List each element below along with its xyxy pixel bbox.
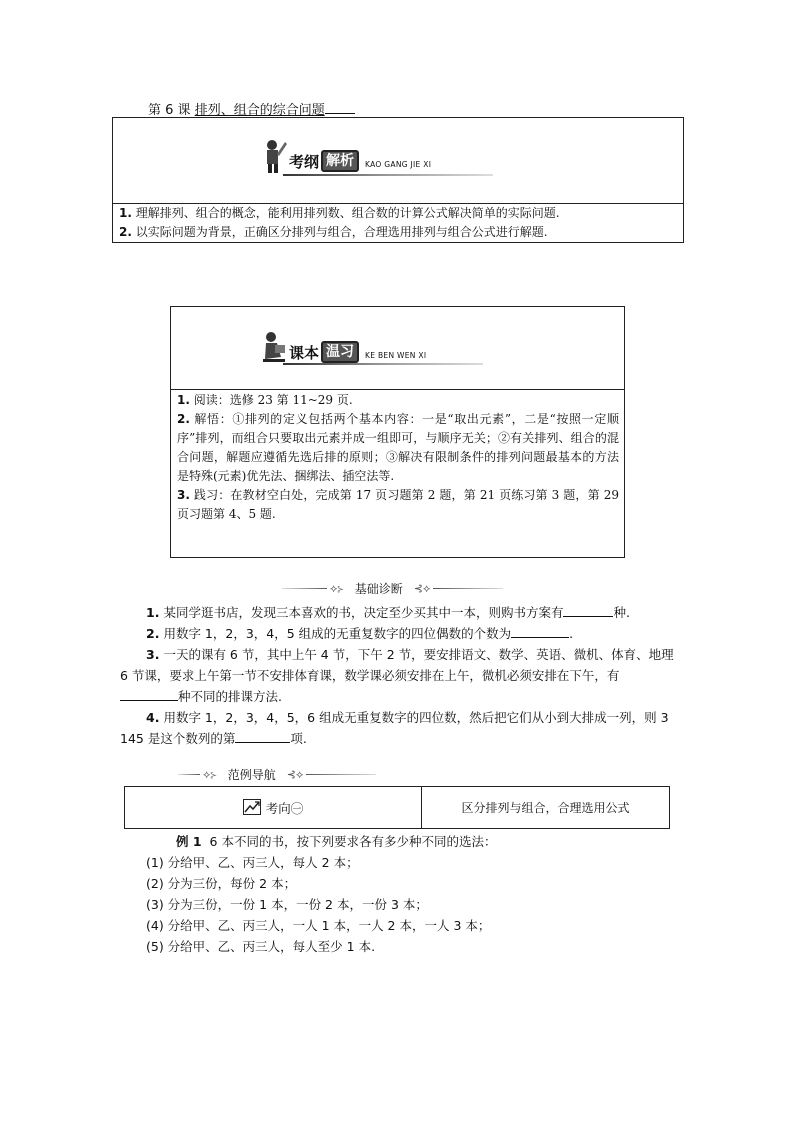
scroll-ornament-icon: ⟡⊱ — [330, 581, 344, 595]
answer-blank[interactable] — [235, 728, 290, 743]
example-stem — [146, 831, 676, 852]
example-label: 例 1 — [176, 834, 202, 849]
basic-section-header — [282, 580, 503, 597]
example-text: 6 本不同的书，按下列要求各有多少种不同的选法： — [209, 834, 497, 849]
basic-section-title: 基础诊断 — [354, 582, 403, 596]
example-part: (1) 分给甲、乙、丙三人，每人 2 本； — [146, 855, 359, 870]
review-list — [177, 391, 619, 524]
focus-text: 区分排列与组合，合理选用公式 — [422, 787, 670, 829]
syllabus-item: 1. 理解排列、组合的概念，能利用排列数、组合数的计算公式解决简单的实际问题. — [119, 206, 560, 220]
question-item: 4. 用数字 1，2，3，4，5，6 组成无重复数字的四位数，然后把它们从小到大排成一列，则 3 145 是这个数列的第 项. — [120, 710, 669, 746]
answer-blank[interactable] — [120, 686, 178, 701]
focus-label-tail: ㊀ — [290, 801, 304, 816]
banner-underline — [283, 363, 483, 365]
question-item: 2. 用数字 1，2，3，4，5 组成的无重复数字的四位偶数的个数为 . — [120, 623, 676, 644]
lesson-number: 第 6 课 — [148, 103, 191, 118]
lesson-topic: 排列、组合的综合问题 — [194, 103, 325, 118]
answer-blank[interactable] — [563, 602, 613, 617]
syllabus-item: 2. 以实际问题为背景，正确区分排列与组合，合理选用排列与组合公式进行解题. — [119, 225, 548, 239]
syllabus-list — [119, 204, 679, 242]
review-banner-label: 课本 — [289, 344, 320, 362]
review-banner — [263, 329, 426, 363]
answer-blank[interactable] — [511, 623, 569, 638]
example-part: (5) 分给甲、乙、丙三人，每人至少 1 本. — [146, 939, 376, 954]
example-part: (3) 分为三份，一份 1 本，一份 2 本，一份 3 本； — [146, 897, 428, 912]
review-item: 1. 阅读：选修 23 第 11~29 页. — [177, 393, 353, 407]
scroll-ornament-icon: ⟡⊱ — [203, 767, 217, 781]
syllabus-banner-pinyin: KAO GANG JIE XI — [365, 160, 432, 169]
basic-questions — [120, 602, 676, 749]
question-item: 3. 一天的课有 6 节，其中上午 4 节，下午 2 节，要安排语文、数学、英语、微机、体育、地理 6 节课，要求上午第一节不安排体育课，数学课必须安排在上午，微机必须安排在下午，有种不同的排课方法. — [120, 647, 674, 704]
syllabus-banner-highlight: 解析 — [321, 150, 359, 172]
focus-label: 考向 — [265, 801, 291, 816]
trend-chart-icon — [243, 798, 266, 817]
scroll-ornament-icon: ⊰⟡ — [413, 581, 431, 595]
example-part: (4) 分给甲、乙、丙三人，一人 1 本，一人 2 本，一人 3 本； — [146, 918, 491, 933]
review-box — [170, 306, 625, 558]
review-banner-pinyin: KE BEN WEN XI — [365, 351, 427, 360]
example-part: (2) 分为三份，每份 2 本； — [146, 876, 297, 891]
syllabus-banner-label: 考纲 — [289, 153, 320, 171]
review-item: 2. 解悟：①排列的定义包括两个基本内容：一是“取出元素”，二是“按照一定顺序”排列，而组合只要取出元素并成一组即可，与顺序无关；②有关排列、组合的混合问题，解题应遵循先选后排的原则；③解决有限制条件的排列问题最基本的方法是特殊(元素)优先法、捆绑法、插空法等. — [177, 412, 619, 483]
review-item: 3. 践习：在教材空白处，完成第 17 页习题第 2 题，第 21 页练习第 3 题，第 29 页习题第 4、5 题. — [177, 488, 619, 521]
scroll-ornament-icon: ⊰⟡ — [286, 767, 304, 781]
banner-underline — [283, 174, 493, 176]
syllabus-box — [112, 117, 684, 243]
focus-label-cell — [125, 787, 422, 829]
review-banner-highlight: 温习 — [321, 341, 359, 363]
title-underline — [325, 101, 355, 114]
lesson-title — [148, 99, 355, 118]
student-figure-icon — [263, 138, 285, 172]
question-item: 1. 某同学逛书店，发现三本喜欢的书，决定至少买其中一本，则购书方案有 种. — [120, 602, 676, 623]
examples-section-header — [178, 766, 376, 783]
reading-figure-icon — [263, 329, 285, 363]
focus-table — [124, 786, 670, 829]
review-divider — [171, 389, 624, 390]
example-block — [146, 831, 676, 957]
syllabus-banner — [263, 138, 431, 172]
examples-section-title: 范例导航 — [227, 768, 276, 782]
